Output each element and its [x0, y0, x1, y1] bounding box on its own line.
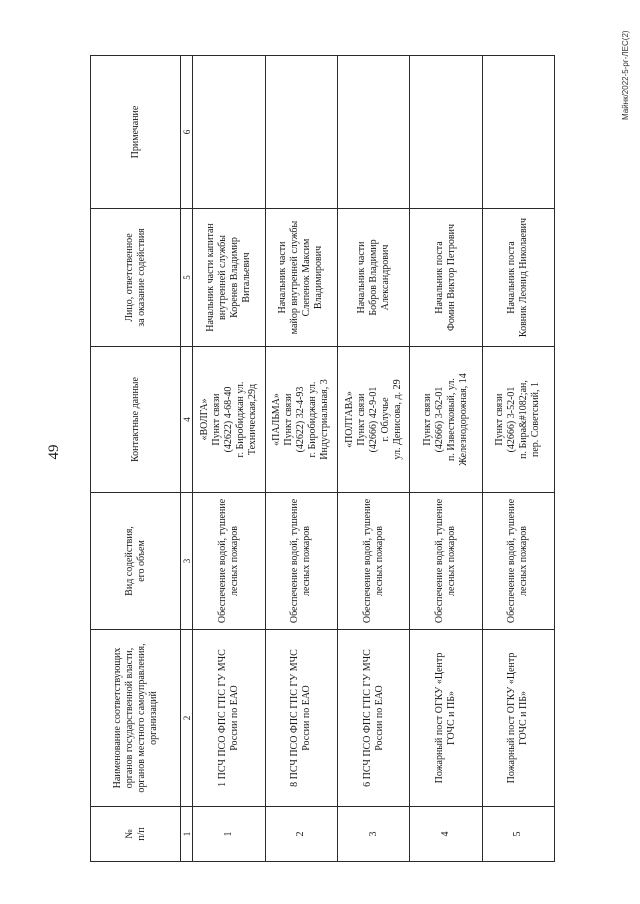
header-number: № п/п: [91, 807, 181, 862]
cell-responsible-person: Начальник части капитан внутренней службы Коренев Владимир Витальевич: [193, 209, 265, 347]
cell-assistance-type: Обеспечение водой, тушение лесных пожаров: [410, 493, 482, 630]
cell-contacts: «ПАЛЬМА» Пункт связи (42622) 32-4-93 г. Биробиджан ул. Индустриальная, 3: [265, 347, 337, 493]
cell-responsible-person: Начальник поста Фомин Виктор Петрович: [410, 209, 482, 347]
cell-note: [482, 56, 554, 209]
cell-number: 4: [410, 807, 482, 862]
table-row: [410, 56, 482, 862]
column-number: 5: [181, 209, 193, 347]
column-number: 3: [181, 493, 193, 630]
table-row: [265, 56, 337, 862]
cell-organization: 8 ПСЧ ПСО ФПС ГПС ГУ МЧС России по ЕАО: [265, 630, 337, 807]
table-row: [193, 56, 265, 862]
table-row: [338, 56, 410, 862]
cell-responsible-person: Начальник части Бобров Владимир Александрович: [338, 209, 410, 347]
header-note: Примечание: [91, 56, 181, 209]
header-assistance-type: Вид содействия, его объем: [91, 493, 181, 630]
cell-note: [265, 56, 337, 209]
cell-contacts: Пункт связи (42666) 3-62-01 п. Известковый, ул. Железнодорожная, 14: [410, 347, 482, 493]
cell-organization: 6 ПСЧ ПСО ФПС ГПС ГУ МЧС России по ЕАО: [338, 630, 410, 807]
header-organization: Наименование соответствующих органов государственной власти, органов местного самоуправления, организаций: [91, 630, 181, 807]
cell-note: [193, 56, 265, 209]
cell-contacts: Пункт связи (42666) 3-52-01 п. Бира&#1082;ан, пер. Советский, 1: [482, 347, 554, 493]
cell-note: [410, 56, 482, 209]
header-responsible-person: Лицо, ответственное за оказание содействия: [91, 209, 181, 347]
cell-number: 5: [482, 807, 554, 862]
cell-assistance-type: Обеспечение водой, тушение лесных пожаров: [482, 493, 554, 630]
column-number: 2: [181, 630, 193, 807]
cell-assistance-type: Обеспечение водой, тушение лесных пожаров: [338, 493, 410, 630]
document-code: Майнк/2022-5-рг-ЛЕС(2): [621, 30, 630, 120]
rotated-table-container: [90, 56, 555, 862]
cell-organization: 1 ПСЧ ПСО ФПС ГПС ГУ МЧС России по ЕАО: [193, 630, 265, 807]
cell-contacts: «ВОЛГА» Пункт связи (42622) 4-68-40 г. Биробиджан ул. Техническая,29д: [193, 347, 265, 493]
assistance-table: [90, 55, 555, 862]
cell-number: 3: [338, 807, 410, 862]
table-row: [482, 56, 554, 862]
column-number: 6: [181, 56, 193, 209]
table-header-row: [91, 56, 181, 862]
column-number: 1: [181, 807, 193, 862]
cell-number: 2: [265, 807, 337, 862]
cell-responsible-person: Начальник части майор внутренней службы Слепенок Максим Владимирович: [265, 209, 337, 347]
page-number: 49: [46, 444, 62, 460]
column-number-row: [181, 56, 193, 862]
header-contacts: Контактные данные: [91, 347, 181, 493]
cell-assistance-type: Обеспечение водой, тушение лесных пожаров: [193, 493, 265, 630]
cell-assistance-type: Обеспечение водой, тушение лесных пожаров: [265, 493, 337, 630]
cell-number: 1: [193, 807, 265, 862]
cell-contacts: «ПОЛТАВА» Пункт связи (42666) 42-9-01 г. Облучье ул. Денисова, д. 29: [338, 347, 410, 493]
column-number: 4: [181, 347, 193, 493]
cell-organization: Пожарный пост ОГКУ «Центр ГОЧС и ПБ»: [410, 630, 482, 807]
cell-responsible-person: Начальник поста Ковник Леонид Николаевич: [482, 209, 554, 347]
cell-note: [338, 56, 410, 209]
cell-organization: Пожарный пост ОГКУ «Центр ГОЧС и ПБ»: [482, 630, 554, 807]
